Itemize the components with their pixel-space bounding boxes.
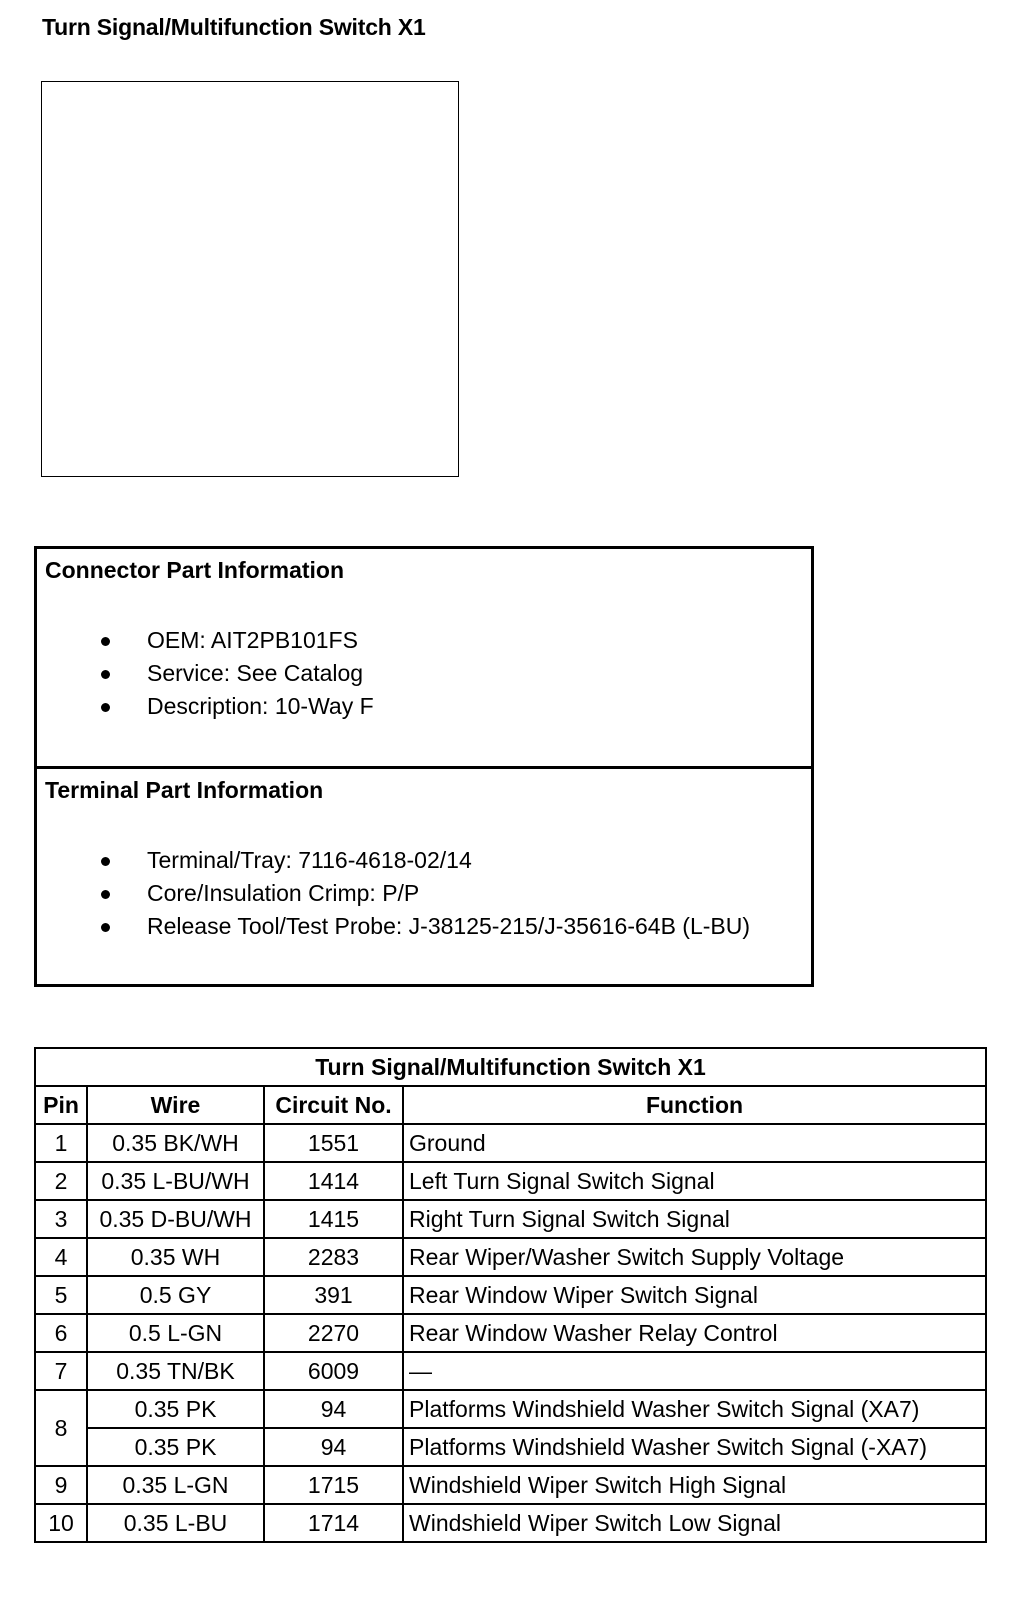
bullet-icon xyxy=(101,637,110,646)
bullet-icon xyxy=(101,890,110,899)
page-title: Turn Signal/Multifunction Switch X1 xyxy=(42,14,426,40)
pin-cell: 8 xyxy=(35,1390,87,1466)
terminal-crimp: Core/Insulation Crimp: P/P xyxy=(147,880,420,906)
function-cell: Rear Wiper/Washer Switch Supply Voltage xyxy=(403,1238,986,1276)
header-function: Function xyxy=(403,1086,986,1124)
header-pin: Pin xyxy=(35,1086,87,1124)
circuit-cell: 94 xyxy=(264,1390,403,1428)
wire-cell: 0.35 BK/WH xyxy=(87,1124,264,1162)
function-cell: — xyxy=(403,1352,986,1390)
table-row xyxy=(35,1352,986,1390)
wire-cell: 0.35 D-BU/WH xyxy=(87,1200,264,1238)
connector-image-placeholder xyxy=(41,81,459,477)
list-item xyxy=(43,844,805,877)
bullet-icon xyxy=(101,923,110,932)
list-item xyxy=(43,624,805,657)
circuit-cell: 2283 xyxy=(264,1238,403,1276)
function-cell: Rear Window Wiper Switch Signal xyxy=(403,1276,986,1314)
connector-part-section xyxy=(37,549,811,766)
list-item xyxy=(43,690,805,723)
circuit-cell: 391 xyxy=(264,1276,403,1314)
table-header-row xyxy=(35,1086,986,1124)
connector-part-list xyxy=(43,624,805,723)
circuit-cell: 6009 xyxy=(264,1352,403,1390)
terminal-release-tool: Release Tool/Test Probe: J-38125-215/J-35616-64B (L-BU) xyxy=(147,913,751,939)
header-wire: Wire xyxy=(87,1086,264,1124)
table-row xyxy=(35,1276,986,1314)
circuit-cell: 1714 xyxy=(264,1504,403,1542)
bullet-icon xyxy=(101,703,110,712)
table-row xyxy=(35,1314,986,1352)
circuit-cell: 94 xyxy=(264,1428,403,1466)
pin-cell: 4 xyxy=(35,1238,87,1276)
function-cell: Ground xyxy=(403,1124,986,1162)
list-item xyxy=(43,657,805,690)
wire-cell: 0.5 L-GN xyxy=(87,1314,264,1352)
table-row xyxy=(35,1238,986,1276)
circuit-cell: 2270 xyxy=(264,1314,403,1352)
wire-cell: 0.35 WH xyxy=(87,1238,264,1276)
terminal-part-heading: Terminal Part Information xyxy=(45,777,324,803)
table-row xyxy=(35,1162,986,1200)
pin-cell: 3 xyxy=(35,1200,87,1238)
circuit-cell: 1715 xyxy=(264,1466,403,1504)
pin-cell: 1 xyxy=(35,1124,87,1162)
list-item xyxy=(43,877,805,910)
function-cell: Right Turn Signal Switch Signal xyxy=(403,1200,986,1238)
function-cell: Rear Window Washer Relay Control xyxy=(403,1314,986,1352)
table-caption-row xyxy=(35,1048,986,1086)
table-row xyxy=(35,1390,986,1428)
part-information-box xyxy=(34,546,814,987)
pin-cell: 6 xyxy=(35,1314,87,1352)
wire-cell: 0.35 L-BU/WH xyxy=(87,1162,264,1200)
function-cell: Platforms Windshield Washer Switch Signal (-XA7) xyxy=(403,1428,986,1466)
wire-cell: 0.35 TN/BK xyxy=(87,1352,264,1390)
function-cell: Left Turn Signal Switch Signal xyxy=(403,1162,986,1200)
wire-cell: 0.35 L-BU xyxy=(87,1504,264,1542)
function-cell: Platforms Windshield Washer Switch Signal (XA7) xyxy=(403,1390,986,1428)
table-row xyxy=(35,1124,986,1162)
wire-cell: 0.35 PK xyxy=(87,1428,264,1466)
wire-cell: 0.35 L-GN xyxy=(87,1466,264,1504)
pin-cell: 7 xyxy=(35,1352,87,1390)
circuit-cell: 1415 xyxy=(264,1200,403,1238)
connector-part-heading: Connector Part Information xyxy=(45,557,345,583)
circuit-cell: 1551 xyxy=(264,1124,403,1162)
terminal-part-list xyxy=(43,844,805,943)
wire-cell: 0.35 PK xyxy=(87,1390,264,1428)
function-cell: Windshield Wiper Switch Low Signal xyxy=(403,1504,986,1542)
table-row xyxy=(35,1428,986,1466)
table-row xyxy=(35,1504,986,1542)
pin-table xyxy=(34,1047,987,1543)
pin-cell: 9 xyxy=(35,1466,87,1504)
terminal-tray: Terminal/Tray: 7116-4618-02/14 xyxy=(147,847,472,873)
table-row xyxy=(35,1466,986,1504)
pin-cell: 5 xyxy=(35,1276,87,1314)
bullet-icon xyxy=(101,670,110,679)
connector-service: Service: See Catalog xyxy=(147,660,364,686)
wire-cell: 0.5 GY xyxy=(87,1276,264,1314)
connector-oem: OEM: AIT2PB101FS xyxy=(147,627,358,653)
connector-description: Description: 10-Way F xyxy=(147,693,374,719)
bullet-icon xyxy=(101,857,110,866)
circuit-cell: 1414 xyxy=(264,1162,403,1200)
pin-cell: 2 xyxy=(35,1162,87,1200)
list-item xyxy=(43,910,805,943)
header-circuit: Circuit No. xyxy=(264,1086,403,1124)
table-row xyxy=(35,1200,986,1238)
table-caption: Turn Signal/Multifunction Switch X1 xyxy=(35,1048,986,1086)
terminal-part-section xyxy=(37,766,811,984)
function-cell: Windshield Wiper Switch High Signal xyxy=(403,1466,986,1504)
pin-cell: 10 xyxy=(35,1504,87,1542)
